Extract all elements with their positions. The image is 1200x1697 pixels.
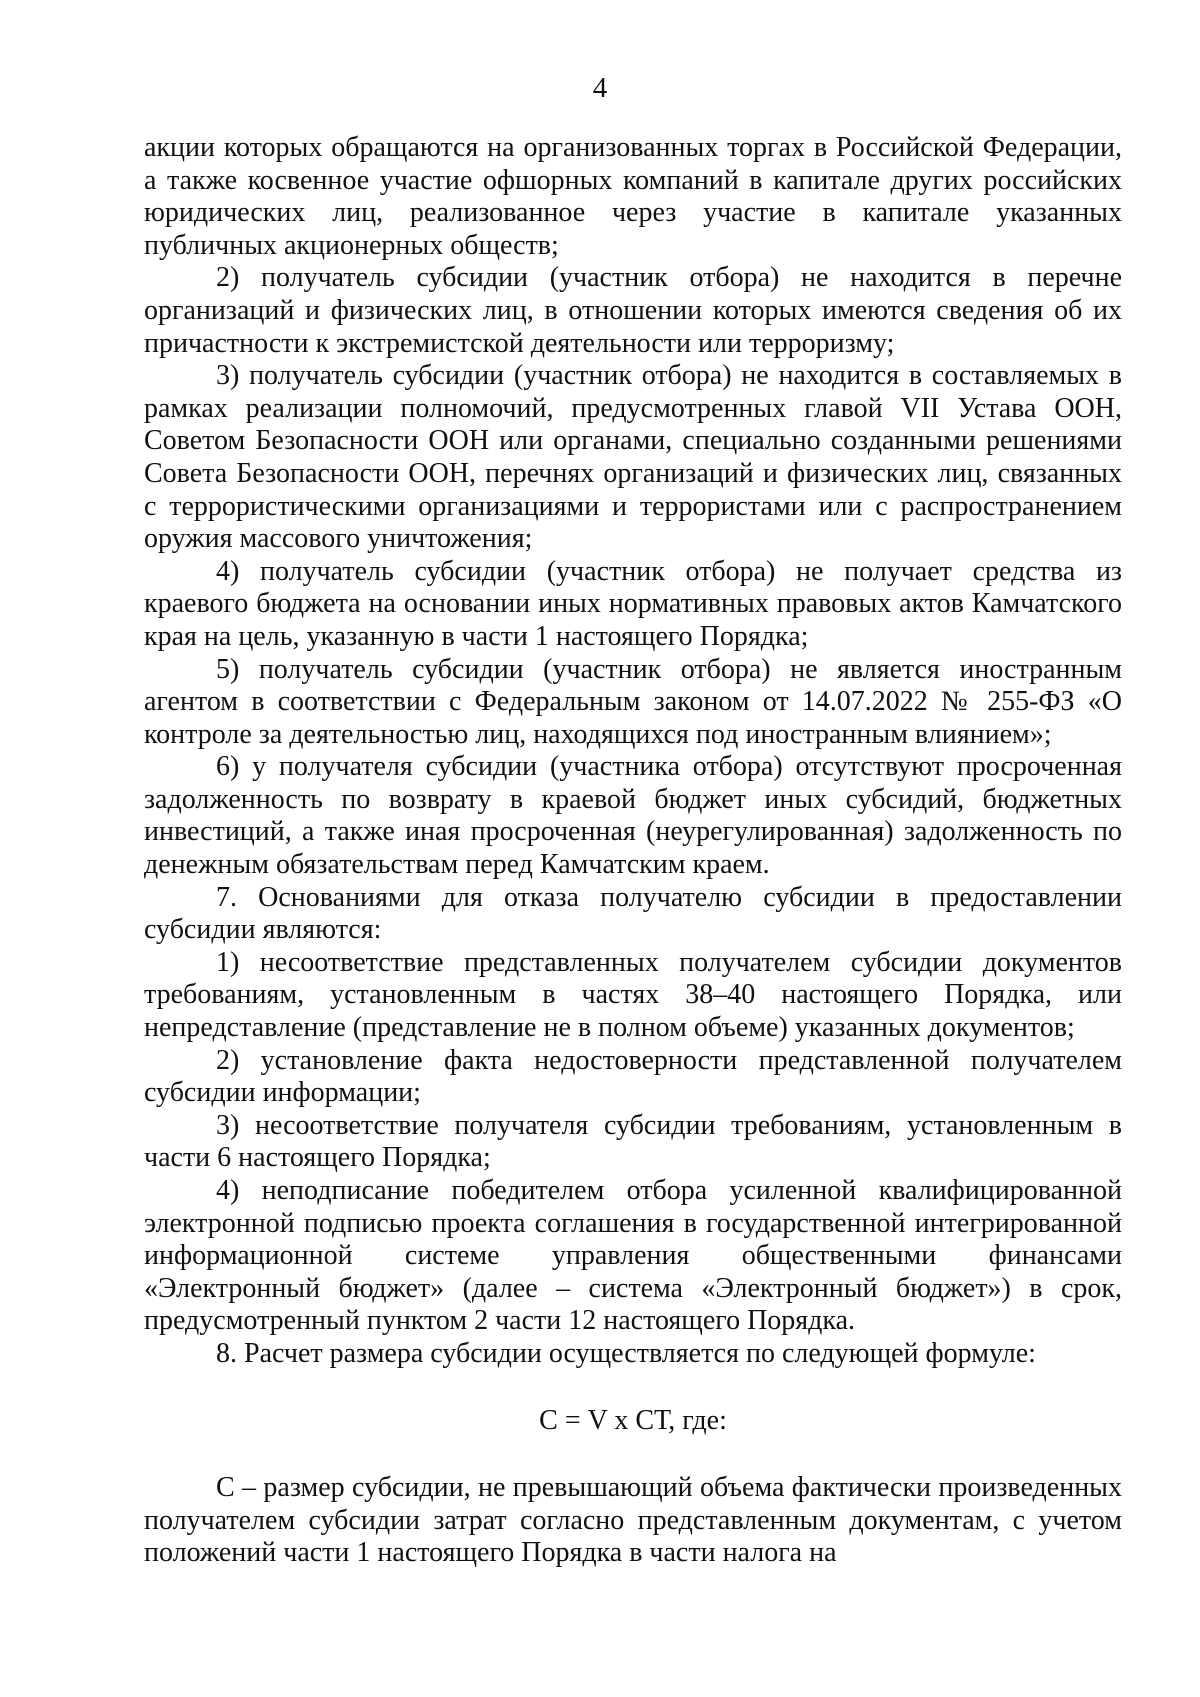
paragraph-item-6: 6) у получателя субсидии (участника отбора) отсутствуют просроченная задолженность по возврату в краевой бюджет иных субсидий, бюджетных инвестиций, а также иная просроченная (неурегулированная) задолженность по денежным обязательствам перед Камчатским краем.: [144, 751, 1122, 881]
paragraph-item-4: 4) получатель субсидии (участник отбора) не получает средства из краевого бюджета на основании иных нормативных правовых актов Камчатского края на цель, указанную в части 1 настоящего Порядка;: [144, 555, 1122, 652]
paragraph-section-7-item-1: 1) несоответствие представленных получателем субсидии документов требованиям, установленным в частях 38–40 настоящего Порядка, или непредставление (представление не в полном объеме) указанных документов;: [144, 946, 1122, 1044]
formula-definition: С – размер субсидии, не превышающий объема фактически произведенных получателем субсидии затрат согласно представленным документам, с учетом положений части 1 настоящего Порядка в части налога на: [144, 1472, 1122, 1569]
paragraph-continuation: акции которых обращаются на организованных торгах в Российской Федерации, а также косвенное участие офшорных компаний в капитале других российских юридических лиц, реализованное через участие в капитале указанных публичных акционерных обществ;: [144, 132, 1122, 261]
page-number: 4: [592, 72, 608, 104]
paragraph-section-7-item-3: 3) несоответствие получателя субсидии требованиям, установленным в части 6 настоящего Порядка;: [144, 1109, 1122, 1174]
paragraph-item-2: 2) получатель субсидии (участник отбора) не находится в перечне организаций и физических лиц, в отношении которых имеются сведения об их причастности к экстремистской деятельности или терроризму;: [144, 262, 1122, 359]
formula: С = V х СТ, где:: [539, 1404, 727, 1436]
paragraph-section-7-item-2: 2) установление факта недостоверности представленной получателем субсидии информации;: [144, 1044, 1122, 1109]
paragraph-section-8: 8. Расчет размера субсидии осуществляется по следующей формуле:: [216, 1337, 1036, 1369]
paragraph-item-3: 3) получатель субсидии (участник отбора) не находится в составляемых в рамках реализации полномочий, предусмотренных главой VII Устава ООН, Советом Безопасности ООН или органами, специально созданными решениями Совета Безопасности ООН, перечнях организаций и физических лиц, связанных с террористическими организациями и террористами или с распространением оружия массового уничтожения;: [144, 360, 1122, 555]
paragraph-item-5: 5) получатель субсидии (участник отбора) не является иностранным агентом в соответствии с Федеральным законом от 14.07.2022 № 255-ФЗ «О контроле за деятельностью лиц, находящихся под иностранным влиянием»;: [144, 653, 1122, 750]
document-body: [144, 132, 1122, 1570]
paragraph-section-7-item-4: 4) неподписание победителем отбора усиленной квалифицированной электронной подписью проекта соглашения в государственной интегрированной информационной системе управления общественными финансами «Электронный бюджет» (далее – система «Электронный бюджет») в срок, предусмотренный пунктом 2 части 12 настоящего Порядка.: [144, 1175, 1122, 1337]
paragraph-section-7: 7. Основаниями для отказа получателю субсидии в предоставлении субсидии являются:: [144, 881, 1122, 946]
